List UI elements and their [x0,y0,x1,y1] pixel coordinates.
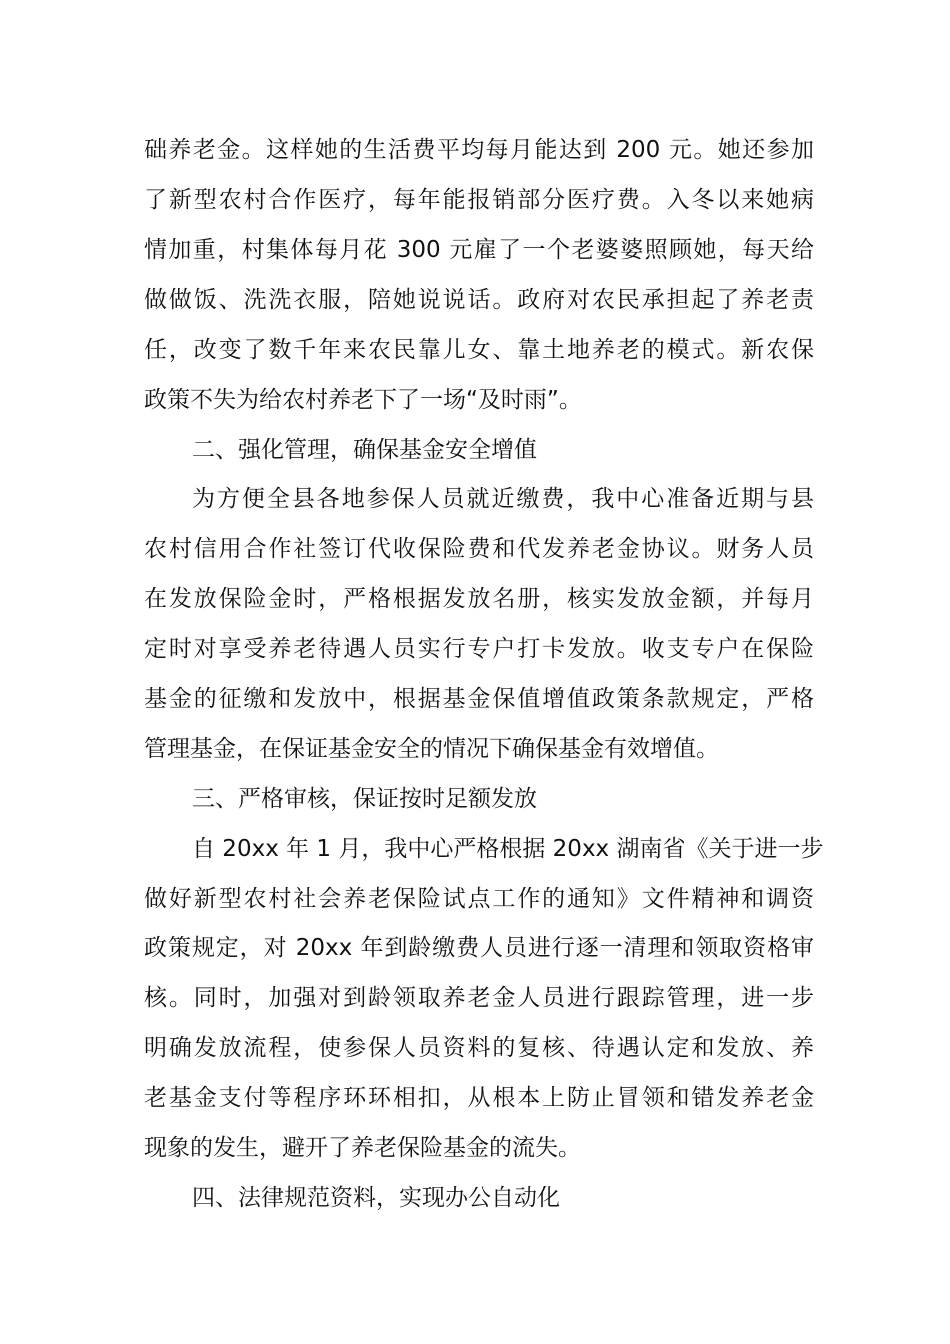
paragraph-line-12: 基金的征缴和发放中，根据基金保值增值政策条款规定，严格 [144,686,814,712]
section-heading-2: 二、强化管理，确保基金安全增值 [192,437,537,463]
paragraph-line-1: 础养老金。这样她的生活费平均每月能达到 200 元。她还参加 [144,137,814,163]
section-heading-3: 三、严格审核，保证按时足额发放 [192,786,537,812]
paragraph-line-4: 做做饭、洗洗衣服，陪她说说话。政府对农民承担起了养老责 [144,287,814,313]
paragraph-line-2: 了新型农村合作医疗，每年能报销部分医疗费。入冬以来她病 [144,187,814,213]
paragraph-line-8: 为方便全县各地参保人员就近缴费，我中心准备近期与县 [192,486,814,512]
paragraph-line-5: 任，改变了数千年来农民靠儿女、靠土地养老的模式。新农保 [144,337,814,363]
paragraph-line-9: 农村信用合作社签订代收保险费和代发养老金协议。财务人员 [144,536,814,562]
paragraph-line-10: 在发放保险金时，严格根据发放名册，核实发放金额，并每月 [144,586,814,612]
section-heading-4: 四、法律规范资料，实现办公自动化 [192,1185,560,1211]
paragraph-line-21: 现象的发生，避开了养老保险基金的流失。 [144,1135,581,1161]
paragraph-line-20: 老基金支付等程序环环相扣，从根本上防止冒领和错发养老金 [144,1085,814,1111]
paragraph-line-18: 核。同时，加强对到龄领取养老金人员进行跟踪管理，进一步 [144,985,814,1011]
paragraph-line-6: 政策不失为给农村养老下了一场“及时雨”。 [144,387,582,413]
paragraph-line-19: 明确发放流程，使参保人员资料的复核、待遇认定和发放、养 [144,1035,814,1061]
paragraph-line-17: 政策规定，对 20xx 年到龄缴费人员进行逐一清理和领取资格审 [144,935,814,961]
paragraph-line-11: 定时对享受养老待遇人员实行专户打卡发放。收支专户在保险 [144,636,814,662]
paragraph-line-3: 情加重，村集体每月花 300 元雇了一个老婆婆照顾她，每天给 [144,237,814,263]
paragraph-line-13: 管理基金，在保证基金安全的情况下确保基金有效增值。 [144,736,719,762]
paragraph-line-15: 自 20xx 年 1 月，我中心严格根据 20xx 湖南省《关于进一步 [192,836,824,862]
paragraph-line-16: 做好新型农村社会养老保险试点工作的通知》文件精神和调资 [144,886,814,912]
